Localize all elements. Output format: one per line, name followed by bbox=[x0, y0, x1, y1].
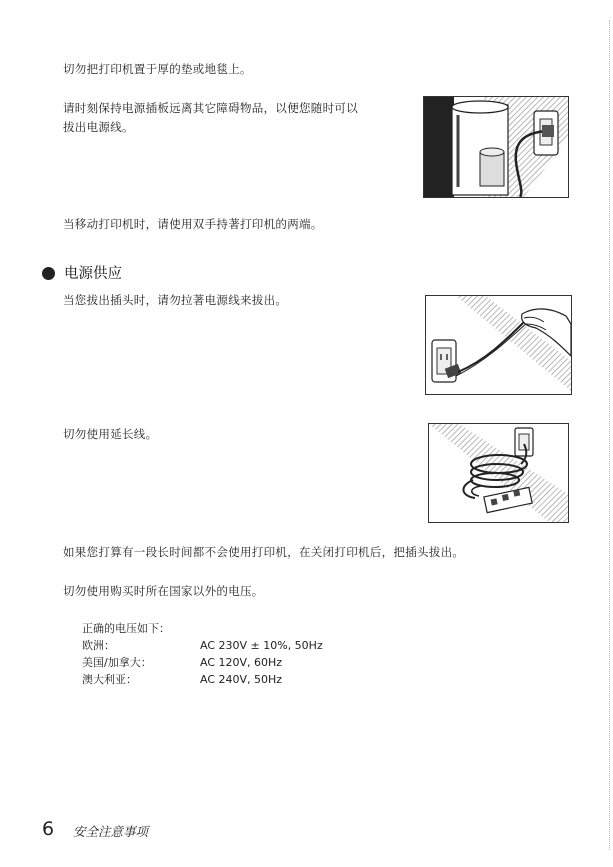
extension-cord-illustration bbox=[428, 423, 569, 523]
page-edge-marks bbox=[608, 20, 610, 850]
voltage-table bbox=[82, 620, 323, 688]
paragraph-no-extension: 切勿使用延长线。 bbox=[63, 427, 158, 441]
voltage-row bbox=[82, 671, 323, 688]
voltage-region: 美国/加拿大： bbox=[82, 656, 152, 669]
section-bullet-icon bbox=[42, 267, 55, 280]
footer-title: 安全注意事项 bbox=[73, 824, 149, 839]
pull-plug-illustration bbox=[425, 295, 572, 395]
paragraph-no-thick-mat: 切勿把打印机置于厚的垫或地毯上。 bbox=[63, 62, 252, 76]
voltage-region: 欧洲： bbox=[82, 639, 115, 652]
voltage-value: AC 240V, 50Hz bbox=[200, 673, 283, 686]
voltage-row bbox=[82, 637, 323, 654]
voltage-region: 澳大利亚： bbox=[82, 673, 137, 686]
paragraph-keep-outlet-clear-2: 拔出电源线。 bbox=[63, 120, 134, 134]
outlet-clear-illustration bbox=[423, 96, 569, 198]
paragraph-keep-outlet-clear-1: 请时刻保持电源插板远离其它障碍物品，以便您随时可以 bbox=[63, 101, 358, 115]
paragraph-voltage-warning: 切勿使用购买时所在国家以外的电压。 bbox=[63, 584, 264, 598]
page-number: 6 bbox=[42, 818, 55, 840]
section-heading: 电源供应 bbox=[64, 266, 122, 282]
paragraph-pull-plug: 当您拔出插头时，请勿拉著电源线来拔出。 bbox=[63, 293, 288, 307]
paragraph-unplug-long-time: 如果您打算有一段长时间都不会使用打印机，在关闭打印机后，把插头拔出。 bbox=[63, 545, 465, 559]
paragraph-two-hands: 当移动打印机时，请使用双手持著打印机的两端。 bbox=[63, 217, 323, 231]
voltage-value: AC 120V, 60Hz bbox=[200, 656, 283, 669]
voltage-intro: 正确的电压如下： bbox=[82, 622, 170, 635]
voltage-row bbox=[82, 654, 323, 671]
voltage-value: AC 230V ± 10%, 50Hz bbox=[200, 639, 323, 652]
